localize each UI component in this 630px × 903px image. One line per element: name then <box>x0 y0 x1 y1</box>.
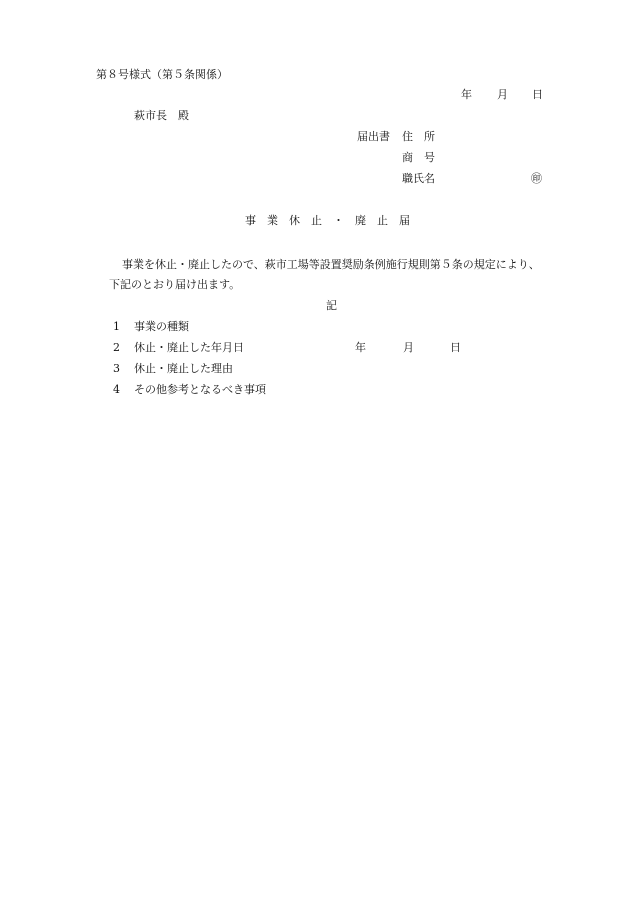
item-1-label: 事業の種類 <box>134 320 189 333</box>
date-day-label: 日 <box>532 88 543 101</box>
item-3-label: 休止・廃止した理由 <box>134 362 233 375</box>
item-4-label: その他参考となるべき事項 <box>134 383 266 396</box>
date-year-label: 年 <box>461 88 472 101</box>
ki-heading: 記 <box>326 299 337 312</box>
item-2-year-label: 年 <box>355 341 366 354</box>
item-2-day-label: 日 <box>450 341 461 354</box>
addressee: 萩市長 殿 <box>134 109 189 122</box>
business-name-label: 商 号 <box>402 151 435 164</box>
body-text-line-2: 下記のとおり届け出ます。 <box>109 278 241 291</box>
body-text-line-1: 事業を休止・廃止したので、萩市工場等設置奨励条例施行規則第５条の規定により、 <box>122 258 540 271</box>
address-label: 住 所 <box>402 130 435 143</box>
item-2-label: 休止・廃止した年月日 <box>134 341 244 354</box>
item-2-number: 2 <box>113 341 120 354</box>
item-1-number: 1 <box>113 320 120 333</box>
seal-mark: ㊞ <box>531 172 542 185</box>
date-month-label: 月 <box>497 88 508 101</box>
item-2-month-label: 月 <box>403 341 414 354</box>
name-label: 職氏名 <box>402 172 435 185</box>
item-4-number: 4 <box>113 383 120 396</box>
item-3-number: 3 <box>113 362 120 375</box>
applicant-heading: 届出書 <box>357 130 390 143</box>
form-number: 第８号様式（第５条関係） <box>96 68 228 81</box>
document-title: 事 業 休 止 ・ 廃 止 届 <box>245 214 410 227</box>
